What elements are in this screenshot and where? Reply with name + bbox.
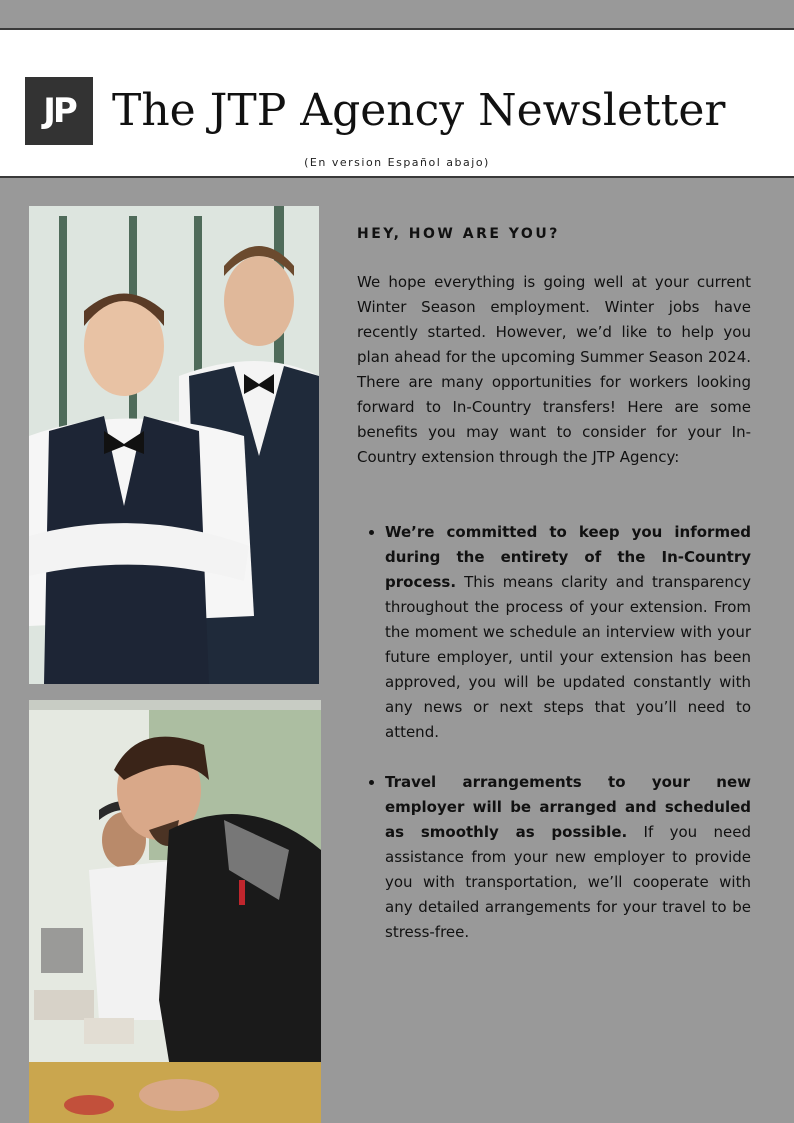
article bbox=[357, 226, 751, 970]
benefits-list bbox=[357, 520, 751, 945]
list-item bbox=[385, 520, 751, 745]
list-item bbox=[385, 770, 751, 945]
spanish-version-note: (En version Español abajo) bbox=[304, 156, 490, 169]
jtp-logo: JP bbox=[25, 77, 93, 145]
benefit-body: This means clarity and transparency throughout the process of your extension. From the moment we schedule an interview with your future employer, until your extension has been approved, you will be updated constantly with any news or next steps that you’ll need to attend. bbox=[385, 573, 751, 741]
chef-illustration bbox=[29, 700, 321, 1123]
newsletter-header bbox=[0, 28, 794, 178]
waitstaff-illustration bbox=[29, 206, 319, 684]
chef-photo bbox=[29, 700, 321, 1123]
waitstaff-photo bbox=[29, 206, 319, 684]
page-title: The JTP Agency Newsletter bbox=[112, 85, 726, 136]
benefit-headline: We’re committed to keep you informed during the entirety of the In-Country process. bbox=[385, 523, 751, 591]
article-heading: HEY, HOW ARE YOU? bbox=[357, 226, 560, 242]
benefit-body: If you need assistance from your new employer to provide you with transportation, we’ll cooperate with any detailed arrangements for your travel to be stress-free. bbox=[385, 823, 751, 941]
benefit-headline: Travel arrangements to your new employer will be arranged and scheduled as smoothly as possible. bbox=[385, 773, 751, 841]
article-intro: We hope everything is going well at your current Winter Season employment. Winter jobs have recently started. However, we’d like to help you plan ahead for the upcoming Summer Season 2024. There are many opportunities for workers looking forward to In-Country transfers! Here are some benefits you may want to consider for your In-Country extension through the JTP Agency: bbox=[357, 273, 751, 466]
